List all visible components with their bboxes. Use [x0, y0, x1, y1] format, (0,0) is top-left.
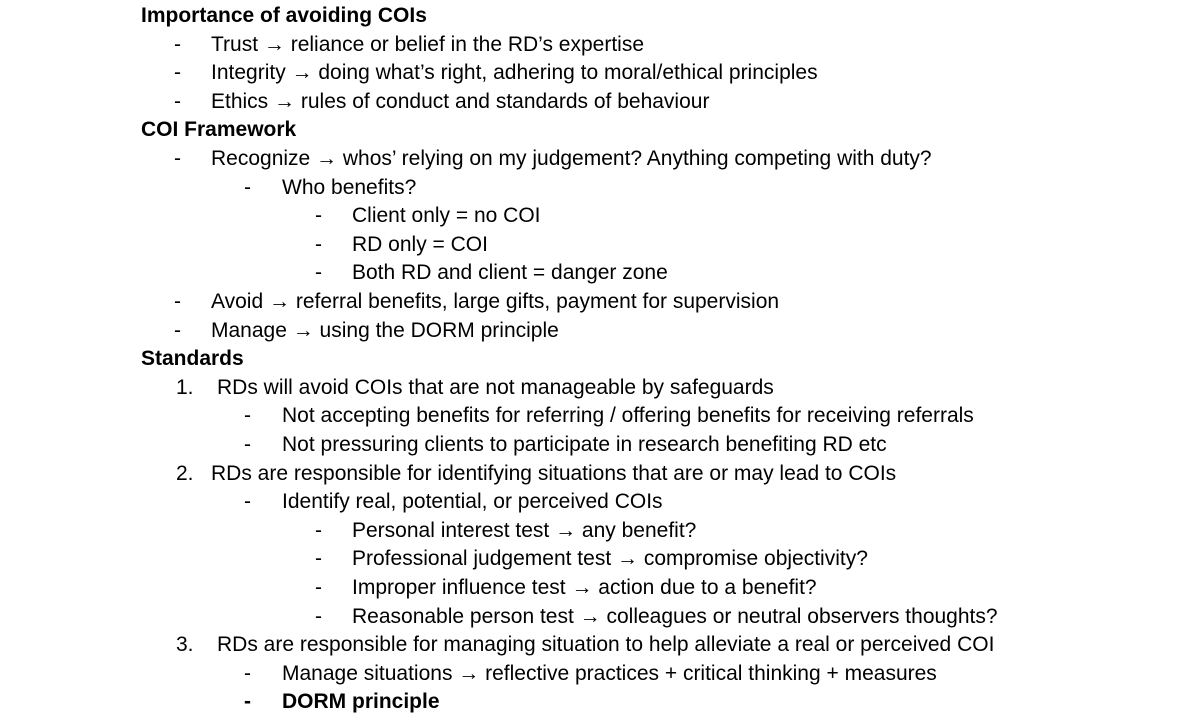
item-text: Reasonable person test → colleagues or neutral observers thoughts? — [352, 604, 998, 628]
item-text: Personal interest test → any benefit? — [352, 518, 697, 542]
item-text: Professional judgement test → compromise objectivity? — [352, 547, 868, 571]
item-text: Integrity → doing what’s right, adhering to moral/ethical principles — [211, 61, 818, 85]
bullet-dash: - — [315, 518, 322, 542]
bullet-dash: - — [174, 89, 181, 113]
item-text: Recognize → whos’ relying on my judgement? Anything competing with duty? — [211, 147, 932, 170]
item-text: RDs will avoid COIs that are not manageable by safeguards — [217, 375, 774, 399]
bullet-dash: - — [315, 232, 322, 256]
item-text: RDs are responsible for managing situation to help alleviate a real or perceived COI — [217, 633, 995, 657]
item-text: Manage situations → reflective practices + critical thinking + measures — [282, 661, 937, 685]
bullet-dash: - — [174, 147, 181, 170]
list-number: 2. — [176, 461, 194, 485]
bullet-dash: - — [174, 318, 181, 342]
list-number: 3. — [176, 633, 194, 657]
bullet-dash: - — [244, 490, 251, 514]
section-heading: Importance of avoiding COIs — [141, 4, 427, 27]
bullet-dash: - — [244, 690, 251, 714]
item-text: Both RD and client = danger zone — [352, 261, 668, 285]
section-heading: COI Framework — [141, 118, 297, 142]
item-text: Identify real, potential, or perceived COIs — [282, 490, 663, 514]
item-text: Ethics → rules of conduct and standards of behaviour — [211, 89, 710, 113]
bullet-dash: - — [244, 404, 251, 428]
bullet-dash: - — [315, 204, 322, 228]
bullet-dash: - — [315, 547, 322, 571]
bullet-dash: - — [174, 61, 181, 85]
item-text: Not pressuring clients to participate in research benefiting RD etc — [282, 433, 887, 456]
item-text: Client only = no COI — [352, 204, 541, 228]
bullet-dash: - — [174, 290, 181, 313]
bullet-dash: - — [244, 175, 251, 199]
bullet-dash: - — [174, 32, 181, 56]
item-text: RDs are responsible for identifying situations that are or may lead to COIs — [211, 461, 897, 485]
item-text: RD only = COI — [352, 232, 488, 256]
item-text: Manage → using the DORM principle — [211, 318, 559, 342]
bullet-dash: - — [315, 604, 322, 628]
bullet-dash: - — [315, 261, 322, 285]
item-text: Avoid → referral benefits, large gifts, payment for supervision — [211, 290, 780, 313]
item-text: Improper influence test → action due to a benefit? — [352, 576, 817, 599]
bullet-dash: - — [244, 661, 251, 685]
bullet-dash: - — [244, 433, 251, 456]
item-text: Who benefits? — [282, 175, 417, 199]
item-text: Not accepting benefits for referring / offering benefits for receiving referrals — [282, 404, 974, 428]
list-number: 1. — [176, 375, 194, 399]
item-text: DORM principle — [282, 690, 440, 714]
section-heading: Standards — [141, 347, 244, 371]
item-text: Trust → reliance or belief in the RD’s expertise — [211, 32, 645, 56]
bullet-dash: - — [315, 576, 322, 599]
